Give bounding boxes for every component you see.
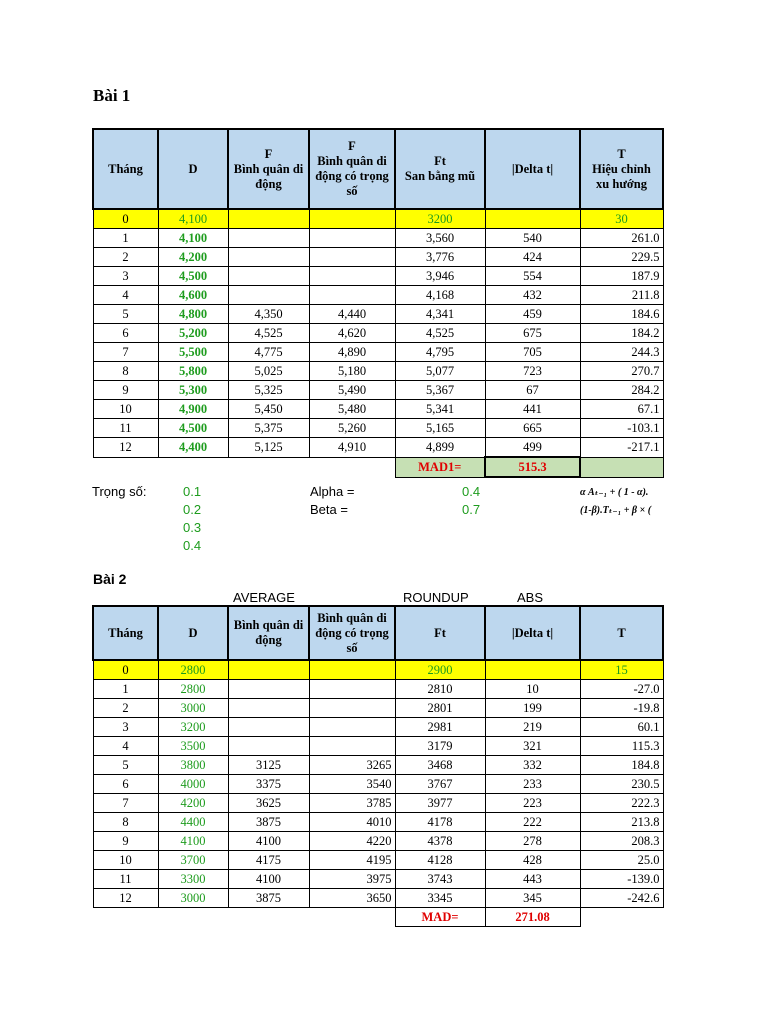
cell-ft: 4,525 [395,324,485,343]
roundup-label: ROUNDUP [403,590,469,605]
cell-t: 115.3 [580,737,663,756]
abs-label: ABS [517,590,544,605]
cell-thang: 6 [93,775,158,794]
bai2-title: Bài 2 [93,571,127,587]
header-ft-label: Ft [434,154,446,168]
cell-ft: 3468 [395,756,485,775]
cell-binh-quan: 5,450 [228,400,309,419]
cell-ft: 5,165 [395,419,485,438]
cell-binh-quan-trong-so: 3540 [309,775,395,794]
cell-t: 270.7 [580,362,663,381]
cell-delta: 67 [485,381,580,400]
cell-delta: 443 [485,870,580,889]
cell-binh-quan-trong-so: 4,910 [309,438,395,458]
cell-binh-quan [228,229,309,248]
cell-binh-quan: 5,125 [228,438,309,458]
cell-d: 4,200 [158,248,228,267]
cell-delta: 222 [485,813,580,832]
header-ft: Ft [395,606,485,660]
cell-binh-quan: 4100 [228,870,309,889]
cell-thang: 11 [93,870,158,889]
cell-ft: 4,795 [395,343,485,362]
header-t: T [580,606,663,660]
header-t [580,129,663,209]
cell-delta: 432 [485,286,580,305]
cell-t: -27.0 [580,680,663,699]
cell-thang: 5 [93,305,158,324]
cell-ft: 3,776 [395,248,485,267]
header-binh-quan-trong-so: Bình quân di động có trọng số [309,606,395,660]
cell-thang: 4 [93,737,158,756]
cell-binh-quan: 4100 [228,832,309,851]
cell-ft: 4178 [395,813,485,832]
table-row [93,660,663,680]
cell-t: 213.8 [580,813,663,832]
cell-delta: 705 [485,343,580,362]
cell-thang: 9 [93,381,158,400]
cell-delta: 199 [485,699,580,718]
cell-delta: 223 [485,794,580,813]
header-f-label: F [264,146,273,161]
cell-d: 4,500 [158,267,228,286]
table-row [93,775,663,794]
cell-delta: 278 [485,832,580,851]
formula-forecast: α Aₜ₋₁ + ( 1 - α). [580,487,649,498]
cell-ft: 4,168 [395,286,485,305]
cell-binh-quan: 5,025 [228,362,309,381]
cell-delta: 233 [485,775,580,794]
header-hieu-chinh-label: Hiệu chỉnh xu hướng [592,161,651,191]
cell-thang: 4 [93,286,158,305]
cell-binh-quan [228,286,309,305]
beta-label: Beta = [310,502,348,517]
cell-d: 3700 [158,851,228,870]
cell-t: 230.5 [580,775,663,794]
header-delta: |Delta t| [485,129,580,209]
cell-delta: 723 [485,362,580,381]
bai1-table [92,128,664,478]
cell-binh-quan: 4,775 [228,343,309,362]
header-thang: Tháng [93,129,158,209]
cell-thang: 3 [93,718,158,737]
cell-binh-quan-trong-so: 5,490 [309,381,395,400]
cell-thang: 1 [93,229,158,248]
cell-thang: 0 [93,209,158,229]
cell-binh-quan-trong-so [309,209,395,229]
cell-t: 284.2 [580,381,663,400]
cell-ft: 4128 [395,851,485,870]
cell-binh-quan-trong-so: 3975 [309,870,395,889]
table-row [93,889,663,908]
cell-d: 4,600 [158,286,228,305]
cell-binh-quan-trong-so: 4220 [309,832,395,851]
cell-thang: 3 [93,267,158,286]
bai2-header-row [93,606,663,660]
average-label: AVERAGE [233,590,295,605]
cell-thang: 12 [93,889,158,908]
cell-d: 5,500 [158,343,228,362]
cell-binh-quan [228,699,309,718]
cell-d: 5,800 [158,362,228,381]
cell-binh-quan [228,737,309,756]
cell-t: 229.5 [580,248,663,267]
cell-t: -139.0 [580,870,663,889]
weight-value: 0.3 [183,520,202,535]
cell-binh-quan-trong-so: 3785 [309,794,395,813]
cell-delta [485,660,580,680]
cell-d: 4,100 [158,209,228,229]
cell-delta: 219 [485,718,580,737]
weights-label: Trọng số: [92,484,147,499]
cell-delta: 10 [485,680,580,699]
cell-binh-quan [228,209,309,229]
cell-t: 30 [580,209,663,229]
cell-binh-quan-trong-so [309,229,395,248]
cell-t: 184.8 [580,756,663,775]
header-t-label: T [617,146,626,161]
cell-binh-quan: 3875 [228,889,309,908]
cell-binh-quan: 5,325 [228,381,309,400]
cell-binh-quan-trong-so: 4,440 [309,305,395,324]
cell-ft: 2900 [395,660,485,680]
weight-value: 0.2 [183,502,202,517]
cell-t: -103.1 [580,419,663,438]
cell-t: -217.1 [580,438,663,458]
cell-delta: 554 [485,267,580,286]
cell-thang: 2 [93,248,158,267]
cell-t: 60.1 [580,718,663,737]
header-thang: Tháng [93,606,158,660]
cell-binh-quan: 3625 [228,794,309,813]
header-binh-quan: Bình quân di động [228,606,309,660]
table-row [93,794,663,813]
cell-d: 3500 [158,737,228,756]
cell-t: 184.6 [580,305,663,324]
cell-ft: 4378 [395,832,485,851]
cell-ft: 3345 [395,889,485,908]
cell-thang: 6 [93,324,158,343]
cell-d: 4,500 [158,419,228,438]
cell-thang: 1 [93,680,158,699]
table-row [93,381,663,400]
cell-thang: 8 [93,362,158,381]
cell-binh-quan-trong-so: 5,260 [309,419,395,438]
cell-delta: 540 [485,229,580,248]
cell-ft: 2810 [395,680,485,699]
cell-d: 4400 [158,813,228,832]
weight-value: 0.4 [183,538,202,553]
cell-t: 244.3 [580,343,663,362]
cell-t: 25.0 [580,851,663,870]
cell-binh-quan-trong-so: 4,890 [309,343,395,362]
cell-d: 4000 [158,775,228,794]
bai2-mad-row [93,908,663,927]
table-row [93,305,663,324]
cell-binh-quan [228,680,309,699]
cell-ft: 2981 [395,718,485,737]
cell-t: 15 [580,660,663,680]
table-row [93,362,663,381]
table-row [93,718,663,737]
cell-binh-quan: 5,375 [228,419,309,438]
cell-binh-quan-trong-so: 5,480 [309,400,395,419]
table-row [93,813,663,832]
cell-d: 4,400 [158,438,228,458]
cell-binh-quan-trong-so [309,737,395,756]
cell-delta: 321 [485,737,580,756]
cell-binh-quan: 4,350 [228,305,309,324]
cell-t: 184.2 [580,324,663,343]
mad-value: 271.08 [515,909,550,924]
cell-delta: 665 [485,419,580,438]
header-delta: |Delta t| [485,606,580,660]
cell-ft: 2801 [395,699,485,718]
cell-d: 4200 [158,794,228,813]
table-row [93,343,663,362]
cell-delta: 428 [485,851,580,870]
cell-ft: 5,077 [395,362,485,381]
header-trong-so-label: Bình quân di động có trọng số [315,154,389,198]
cell-thang: 11 [93,419,158,438]
header-san-bang-mu-label: San bằng mũ [404,169,476,183]
cell-binh-quan: 4,525 [228,324,309,343]
cell-ft: 4,899 [395,438,485,458]
cell-d: 5,300 [158,381,228,400]
cell-t: 211.8 [580,286,663,305]
cell-binh-quan: 3875 [228,813,309,832]
beta-value: 0.7 [462,502,481,517]
header-binh-quan-label: Bình quân di động [233,161,304,191]
cell-binh-quan-trong-so [309,718,395,737]
cell-binh-quan-trong-so: 3265 [309,756,395,775]
cell-ft: 3,946 [395,267,485,286]
cell-ft: 3200 [395,209,485,229]
cell-ft: 3767 [395,775,485,794]
cell-binh-quan [228,248,309,267]
alpha-label: Alpha = [310,484,355,499]
cell-binh-quan: 3375 [228,775,309,794]
bai1-header-row [93,129,663,209]
cell-d: 2800 [158,680,228,699]
cell-d: 5,200 [158,324,228,343]
formula-trend: (1-β).Tₜ₋₁ + β × ( [580,505,652,516]
cell-thang: 5 [93,756,158,775]
cell-d: 4100 [158,832,228,851]
table-row [93,419,663,438]
mad1-value: 515.3 [518,459,547,474]
cell-ft: 3,560 [395,229,485,248]
header-ft [395,129,485,209]
cell-d: 2800 [158,660,228,680]
cell-binh-quan-trong-so [309,699,395,718]
bai1-mad-row [93,457,663,477]
cell-binh-quan-trong-so [309,267,395,286]
cell-binh-quan-trong-so: 4195 [309,851,395,870]
cell-binh-quan-trong-so [309,248,395,267]
cell-binh-quan [228,660,309,680]
mad1-label: MAD1= [418,459,462,474]
cell-delta: 441 [485,400,580,419]
cell-thang: 7 [93,794,158,813]
table-row [93,737,663,756]
cell-binh-quan-trong-so: 3650 [309,889,395,908]
cell-t: -242.6 [580,889,663,908]
header-d: D [158,606,228,660]
mad-label: MAD= [421,909,459,924]
cell-d: 3000 [158,699,228,718]
header-binh-quan-trong-so [309,129,395,209]
cell-binh-quan [228,718,309,737]
cell-binh-quan [228,267,309,286]
cell-binh-quan-trong-so: 4,620 [309,324,395,343]
cell-thang: 0 [93,660,158,680]
cell-ft: 3179 [395,737,485,756]
bai1-title: Bài 1 [93,86,131,105]
cell-t: 187.9 [580,267,663,286]
cell-d: 4,100 [158,229,228,248]
table-row [93,699,663,718]
cell-binh-quan: 3125 [228,756,309,775]
table-row [93,851,663,870]
cell-binh-quan-trong-so [309,660,395,680]
cell-t: -19.8 [580,699,663,718]
cell-thang: 9 [93,832,158,851]
table-row [93,324,663,343]
cell-delta: 345 [485,889,580,908]
cell-delta: 424 [485,248,580,267]
table-row [93,438,663,458]
header-binh-quan [228,129,309,209]
cell-t: 222.3 [580,794,663,813]
table-row [93,756,663,775]
bai2-table [92,605,664,927]
cell-thang: 7 [93,343,158,362]
cell-thang: 8 [93,813,158,832]
cell-binh-quan-trong-so [309,680,395,699]
table-row [93,870,663,889]
cell-t: 67.1 [580,400,663,419]
cell-delta: 499 [485,438,580,458]
cell-ft: 5,367 [395,381,485,400]
cell-d: 3800 [158,756,228,775]
table-row [93,248,663,267]
cell-thang: 10 [93,400,158,419]
table-row [93,400,663,419]
cell-ft: 4,341 [395,305,485,324]
cell-ft: 5,341 [395,400,485,419]
cell-d: 3000 [158,889,228,908]
table-row [93,209,663,229]
cell-t: 261.0 [580,229,663,248]
table-row [93,832,663,851]
cell-ft: 3743 [395,870,485,889]
cell-d: 4,800 [158,305,228,324]
cell-delta: 332 [485,756,580,775]
cell-delta: 675 [485,324,580,343]
table-row [93,680,663,699]
cell-ft: 3977 [395,794,485,813]
cell-d: 3200 [158,718,228,737]
weight-value: 0.1 [183,484,202,499]
cell-d: 3300 [158,870,228,889]
cell-thang: 10 [93,851,158,870]
cell-thang: 2 [93,699,158,718]
cell-binh-quan: 4175 [228,851,309,870]
header-d: D [158,129,228,209]
cell-t: 208.3 [580,832,663,851]
alpha-value: 0.4 [462,484,481,499]
cell-binh-quan-trong-so [309,286,395,305]
cell-binh-quan-trong-so: 5,180 [309,362,395,381]
table-row [93,229,663,248]
cell-delta [485,209,580,229]
table-row [93,267,663,286]
header-f-label: F [348,139,356,153]
cell-delta: 459 [485,305,580,324]
cell-d: 4,900 [158,400,228,419]
table-row [93,286,663,305]
cell-thang: 12 [93,438,158,458]
cell-binh-quan-trong-so: 4010 [309,813,395,832]
